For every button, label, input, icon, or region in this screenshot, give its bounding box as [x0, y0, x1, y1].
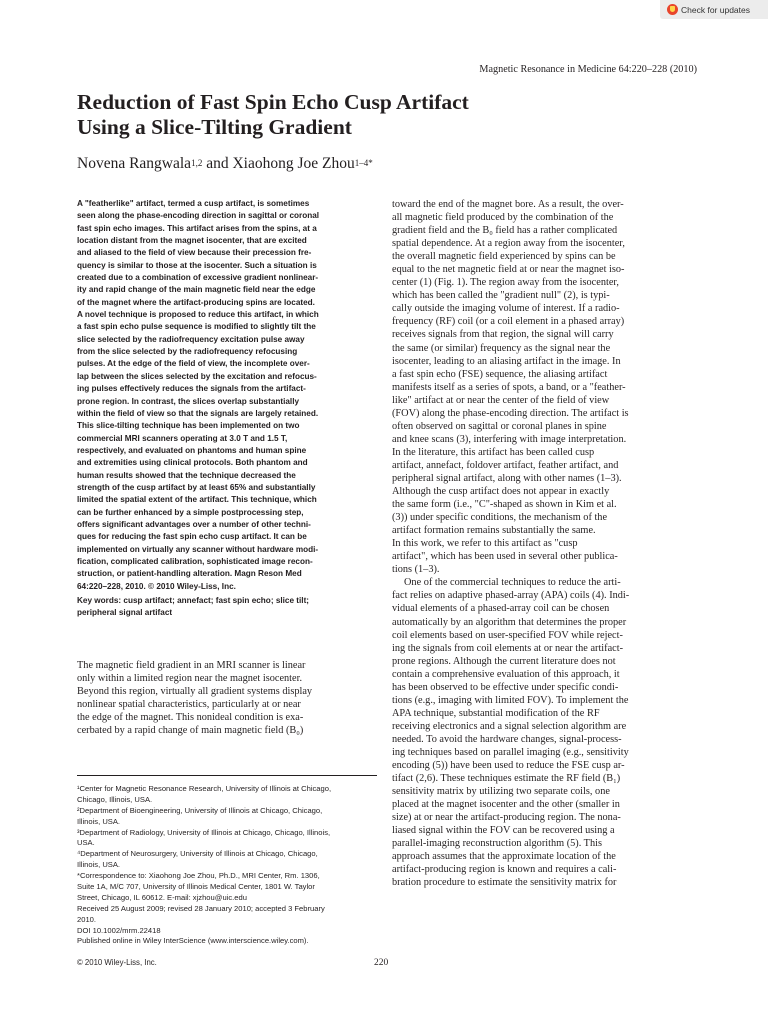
abstract-line: of the magnet where the artifact-producing spins are located.	[77, 297, 315, 307]
abstract-line: from the slice selected by the radiofrequency refocusing	[77, 347, 298, 357]
footnote-line: Published online in Wiley InterScience (www.interscience.wiley.com).	[77, 936, 309, 946]
body-line: receiving electronics and a signal selection algorithm are	[392, 720, 627, 732]
abstract	[77, 198, 377, 620]
abstract-line: strength of the cusp artifact by at least 65% and substantially	[77, 482, 316, 492]
check-for-updates-label: Check for updates	[681, 4, 750, 15]
body-line: (FOV) along the phase-encoding direction. The artifact is	[392, 407, 629, 419]
body-line: peripheral signal artifact, along with other names (1–3).	[392, 472, 622, 484]
footnote-line: Chicago, Illinois, USA.	[77, 794, 153, 804]
abstract-line: slice selected by the radiofrequency excitation pulse away	[77, 334, 305, 344]
author-list	[77, 155, 373, 173]
body-line: the edge of the magnet. This nonideal condition is exa-	[77, 712, 304, 724]
body-line: center (1) (Fig. 1). The region away from the isocenter,	[392, 277, 619, 289]
abstract-line: ques for reducing the fast spin echo cusp artifact. It can be	[77, 532, 307, 542]
abstract-line: and aliased to the field of view because their precession fre-	[77, 248, 312, 258]
abstract-line: limited the spatial extent of the artifact. This technique, which	[77, 495, 317, 505]
footnote-line: ³Department of Radiology, University of Illinois at Chicago, Chicago, Illinois,	[77, 827, 331, 837]
abstract-line: and extremities using clinical protocols. Both phantom and	[77, 458, 308, 468]
body-line: (3)) under specific conditions, the mechanism of the	[392, 512, 608, 524]
body-line: ing techniques based on parallel imaging (e.g., sensitivity	[392, 746, 629, 758]
body-line: approach assumes that the approximate location of the	[392, 851, 616, 863]
body-line: toward the end of the magnet bore. As a result, the over-	[392, 199, 624, 210]
footnote-line: Received 25 August 2009; revised 28 January 2010; accepted 3 February	[77, 903, 325, 913]
body-line: needed. To avoid the hardware changes, signal-process-	[392, 733, 622, 745]
footnote-line: DOI 10.1002/mrm.22418	[77, 925, 161, 935]
footnote-line: 2010.	[77, 914, 97, 924]
abstract-line: human results showed that the technique decreased the	[77, 470, 296, 480]
check-for-updates-button[interactable]	[660, 0, 768, 19]
abstract-line: implemented on virtually any scanner without hardware modi-	[77, 544, 319, 554]
body-line: coil elements based on user-specified FOV while reject-	[392, 629, 623, 641]
body-line: liased signal within the FOV can be recovered using a	[392, 825, 615, 837]
keywords-line: peripheral signal artifact	[77, 608, 173, 618]
abstract-line: This slice-tilting technique has been implemented on two	[77, 421, 300, 431]
title-line: Using a Slice-Tilting Gradient	[77, 115, 352, 139]
author-separator: and	[202, 155, 233, 172]
journal-reference: Magnetic Resonance in Medicine 64:220–228 (2010)	[479, 64, 697, 75]
abstract-line: created due to a combination of excessive gradient nonlinear-	[77, 273, 319, 283]
right-column-text	[392, 198, 692, 889]
author-affiliation-mark: 1–4*	[354, 158, 373, 168]
body-line: cerbated by a rapid change of main magnetic field (B₀)	[77, 725, 304, 737]
body-line: often observed on sagittal or coronal planes in spine	[392, 420, 607, 432]
body-line: a fast spin echo (FSE) sequence, the aliasing artifact	[392, 368, 608, 380]
body-line: APA technique, substantial modification of the RF	[392, 707, 600, 719]
author-affiliation-mark: 1,2	[191, 158, 203, 168]
abstract-line: prone region. In contrast, the slices overlap substantially	[77, 396, 300, 406]
keywords-line: Key words: cusp artifact; annefact; fast spin echo; slice tilt;	[77, 596, 310, 605]
abstract-line: location distant from the magnet isocenter, that are excited	[77, 236, 307, 246]
footnote-line: *Correspondence to: Xiaohong Joe Zhou, Ph.D., MRI Center, Rm. 1306,	[77, 871, 320, 881]
abstract-line: a fast spin echo pulse sequence is modified to slightly tilt the	[77, 322, 316, 332]
body-line: like" artifact at or near the center of the field of view	[392, 394, 610, 406]
footnote-line: Street, Chicago, IL 60612. E-mail: xjzhou@uic.edu	[77, 892, 247, 902]
body-line: spatial dependence. At a region away from the isocenter,	[392, 238, 625, 250]
article-title	[77, 90, 637, 140]
footnote-divider	[77, 775, 377, 776]
author-name: Xiaohong Joe Zhou	[232, 155, 355, 172]
body-line: tifact (2,6). These techniques estimate the RF field (B₁)	[392, 773, 621, 785]
abstract-line: lap between the slices selected by the excitation and refocus-	[77, 371, 317, 381]
abstract-line: A "featherlike" artifact, termed a cusp artifact, is sometimes	[77, 199, 310, 208]
crossmark-icon	[667, 4, 678, 15]
footnote-line: ¹Center for Magnetic Resonance Research, University of Illinois at Chicago,	[77, 784, 332, 793]
abstract-line: commercial MRI scanners operating at 3.0 T and 1.5 T,	[77, 433, 288, 443]
abstract-line: fication, complicated calibration, sophisticated image recon-	[77, 556, 313, 566]
body-line: receives signals from that region, the signal will carry	[392, 329, 614, 341]
footnote-line: ²Department of Bioengineering, University of Illinois at Chicago, Chicago,	[77, 805, 323, 815]
abstract-line: A novel technique is proposed to reduce this artifact, in which	[77, 310, 319, 320]
footnote-line: Illinois, USA.	[77, 860, 121, 870]
footnote-line: ⁴Department of Neurosurgery, University of Illinois at Chicago, Chicago,	[77, 849, 318, 859]
body-line: contain a comprehensive evaluation of this approach, it	[392, 668, 620, 680]
body-line: placed at the magnet isocenter and the other (smaller in	[392, 799, 620, 811]
abstract-line: ing pulses effectively reduces the signals from the artifact-	[77, 384, 306, 394]
abstract-line: offers significant advantages over a number of other techni-	[77, 519, 311, 529]
body-line: bration procedure to estimate the sensitivity matrix for	[392, 877, 617, 889]
body-line: the overall magnetic field experienced by spins can be	[392, 251, 616, 263]
body-line: nonlinear spatial characteristics, particularly at or near	[77, 699, 301, 711]
body-line: automatically by an algorithm that determines the proper	[392, 616, 627, 628]
body-line: artifact formation remains substantially the same.	[392, 525, 596, 537]
body-line: frequency (RF) coil (or a coil element in a phased array)	[392, 316, 625, 328]
abstract-line: ity and rapid change of the main magnetic field near the edge	[77, 285, 316, 295]
copyright-notice: © 2010 Wiley-Liss, Inc.	[77, 958, 157, 967]
abstract-line: fast spin echo images. This artifact arises from the spins, at a	[77, 223, 317, 233]
body-line: One of the commercial techniques to reduce the arti-	[404, 577, 621, 589]
body-line: encoding (5)) have been used to reduce the FSE cusp ar-	[392, 760, 625, 772]
abstract-line: quency is similar to those at the isocenter. Such a situation is	[77, 260, 317, 270]
body-line: The magnetic field gradient in an MRI scanner is linear	[77, 660, 306, 671]
body-line: size) at or near the artifact-producing region. The nona-	[392, 812, 621, 824]
body-line: vidual elements of a phased-array coil can be chosen	[392, 603, 610, 615]
body-line: ing the signals from coil elements at or near the artifact-	[392, 642, 624, 654]
body-line: and knee scans (3), interfering with image interpretation.	[392, 433, 627, 445]
footnote-line: USA.	[77, 838, 95, 848]
title-line: Reduction of Fast Spin Echo Cusp Artifact	[77, 90, 469, 114]
body-line: all magnetic field produced by the combination of the	[392, 212, 614, 224]
body-line: prone regions. Although the current literature does not	[392, 655, 616, 667]
body-line: equal to the net magnetic field at or near the magnet iso-	[392, 264, 625, 276]
footnote-line: Suite 1A, M/C 707, University of Illinois Medical Center, 1801 W. Taylor	[77, 882, 315, 892]
abstract-line: 64:220–228, 2010. © 2010 Wiley-Liss, Inc.	[77, 581, 236, 591]
body-line: In this work, we refer to this artifact as "cusp	[392, 538, 578, 550]
abstract-line: struction, or patient-handling alteration. Magn Reson Med	[77, 569, 302, 579]
abstract-line: respectively, and evaluated on phantoms and human spine	[77, 445, 307, 455]
body-line: cally outside the imaging volume of interest. If a radio-	[392, 303, 620, 315]
body-line: gradient field and the B₀ field has a rather complicated	[392, 225, 618, 237]
body-line: fact relies on adaptive phased-array (APA) coils (4). Indi-	[392, 590, 630, 602]
body-line: isocenter, leading to an aliasing artifact in the image. In	[392, 355, 621, 367]
body-line: parallel-imaging reconstruction algorithm (5). This	[392, 838, 602, 850]
body-line: the same (or similar) frequency as the signal near the	[392, 342, 611, 354]
body-line: Beyond this region, virtually all gradient systems display	[77, 686, 313, 698]
page-number: 220	[374, 958, 389, 968]
body-line: which has been called the "gradient null" (2), is typi-	[392, 290, 610, 302]
abstract-line: seen along the phase-encoding direction in sagittal or coronal	[77, 211, 320, 221]
body-line: has been observed to be effective under specific condi-	[392, 681, 619, 693]
introduction-text	[77, 659, 377, 737]
abstract-line: can be further enhanced by a simple postprocessing step,	[77, 507, 304, 517]
body-line: tions (e.g., imaging with limited FOV). To implement the	[392, 694, 629, 706]
abstract-line: within the field of view so that the signals are largely retained.	[77, 408, 319, 418]
author-name: Novena Rangwala	[77, 155, 192, 172]
body-line: Although the cusp artifact does not appear in exactly	[392, 486, 610, 498]
abstract-line: pulses. At the edge of the field of view, the incomplete over-	[77, 359, 310, 369]
body-line: only within a limited region near the magnet isocenter.	[77, 673, 303, 685]
body-line: In the literature, this artifact has been called cusp	[392, 446, 595, 458]
body-line: manifests itself as a series of spots, a band, or a "feather-	[392, 381, 626, 393]
body-line: sensitivity matrix by utilizing two separate coils, one	[392, 786, 610, 798]
body-line: tions (1–3).	[392, 564, 440, 576]
body-line: the same form (i.e., "C"-shaped as shown in Kim et al.	[392, 499, 617, 511]
footnotes	[77, 784, 377, 947]
footnote-line: Illinois, USA.	[77, 816, 121, 826]
body-line: artifact", which has been used in several other publica-	[392, 551, 618, 563]
body-line: artifact, annefact, foldover artifact, feather artifact, and	[392, 459, 619, 471]
body-line: artifact-producing region is known and requires a cali-	[392, 864, 617, 876]
